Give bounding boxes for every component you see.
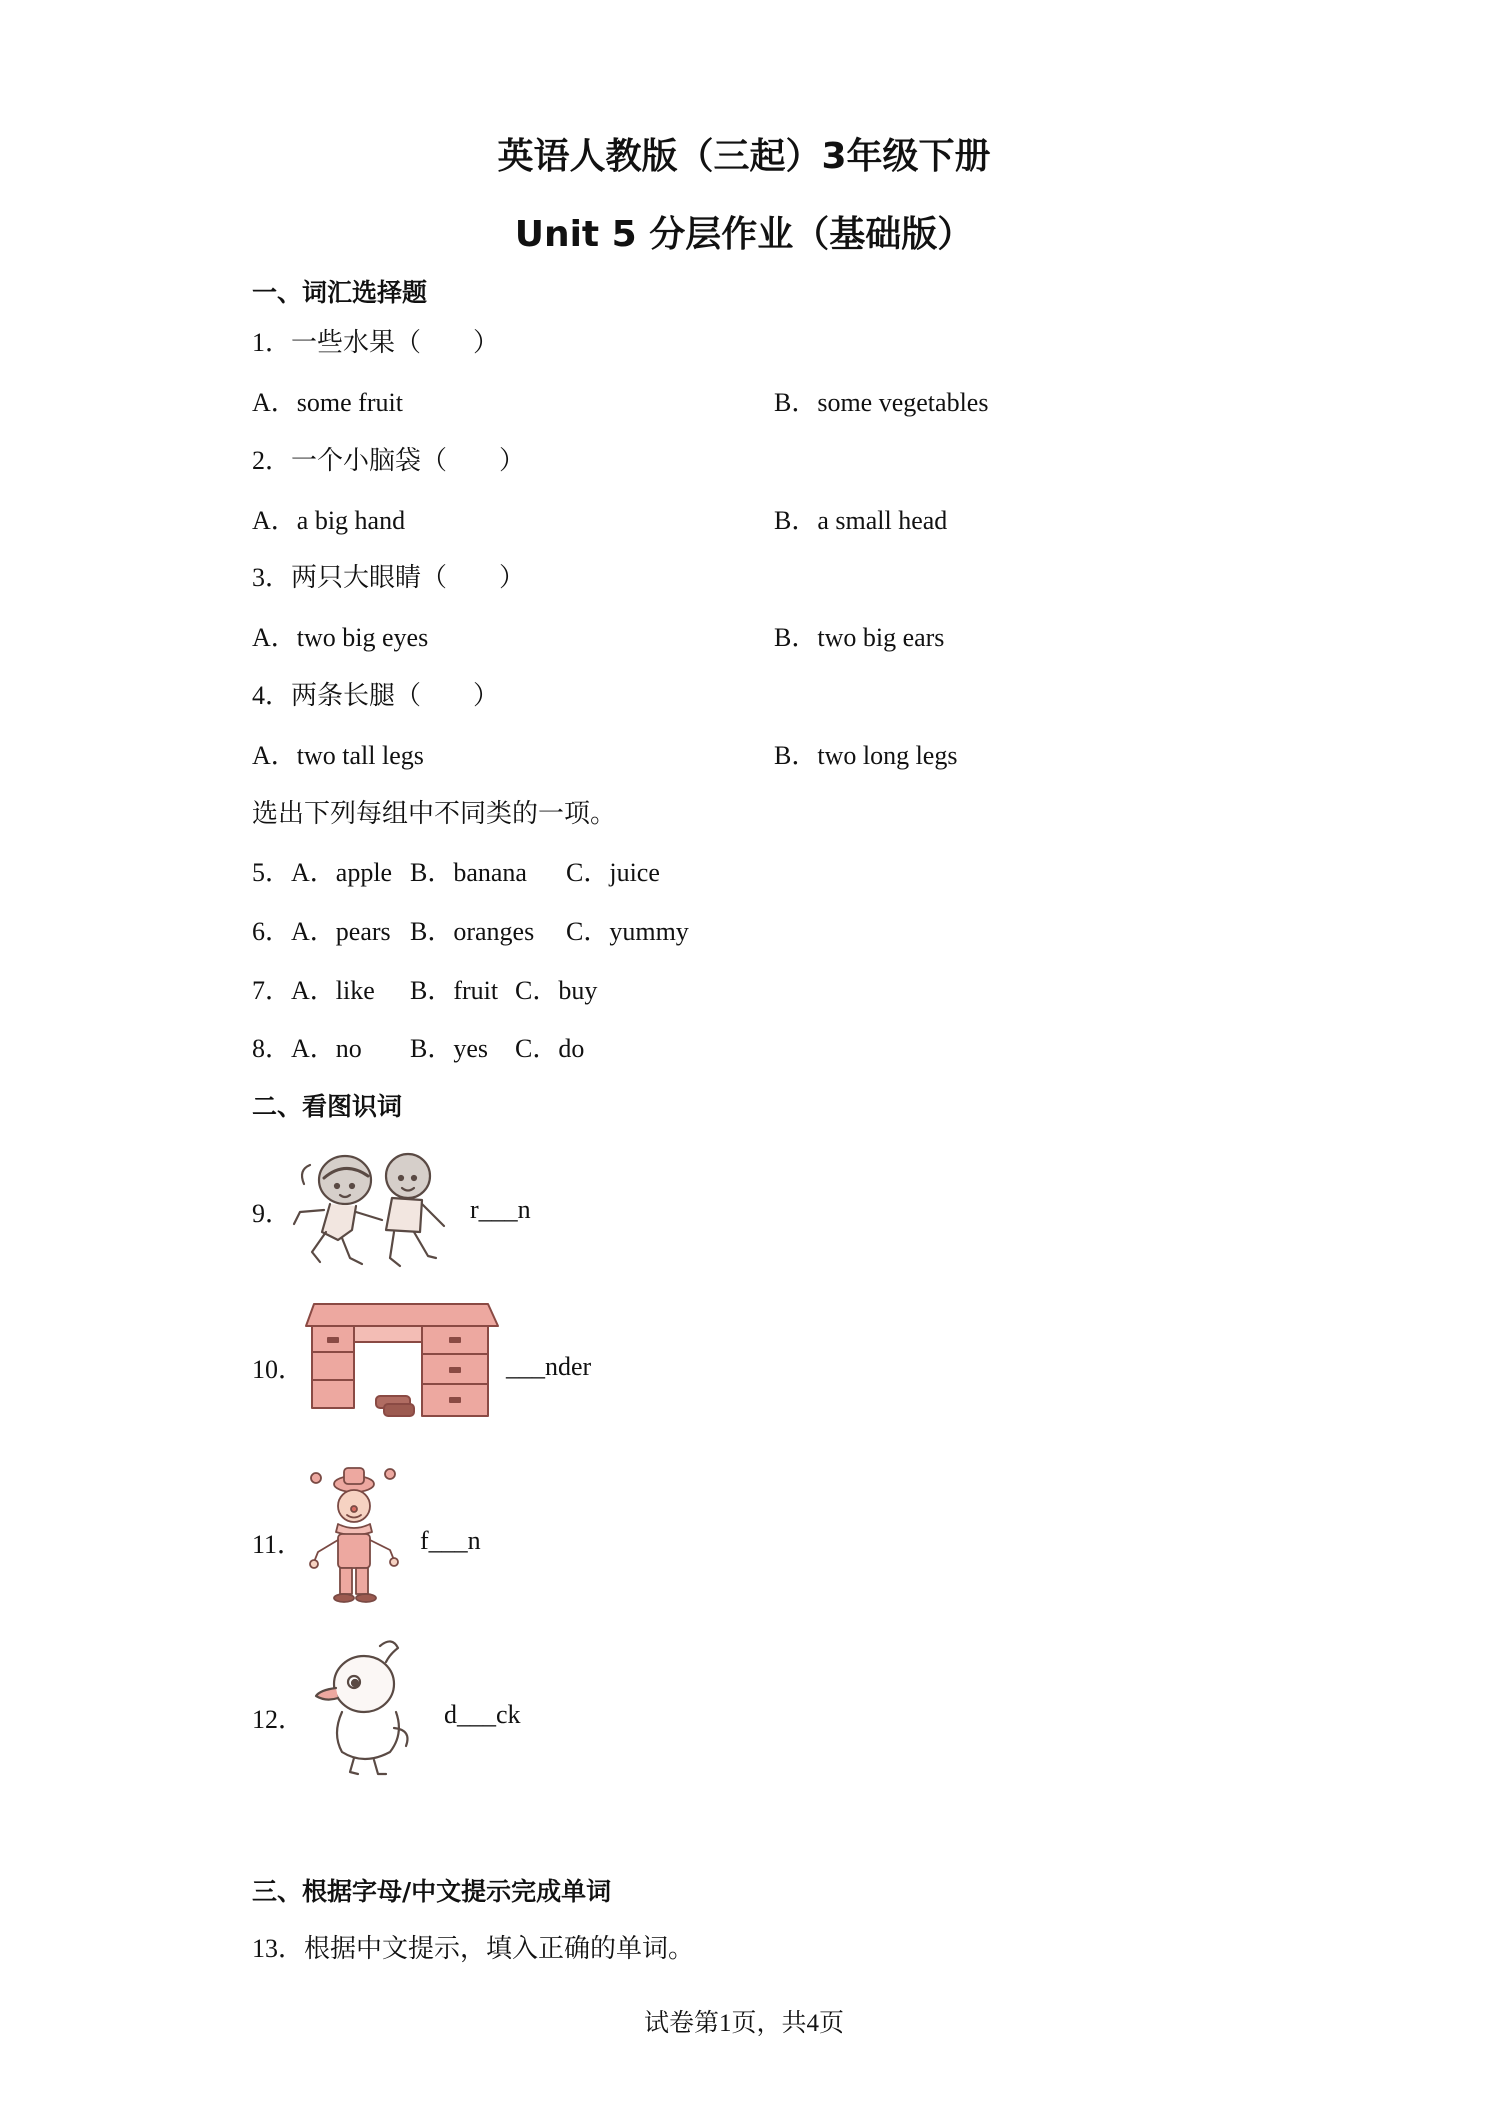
- option-b[interactable]: B．a small head: [774, 506, 948, 535]
- section-heading-picture-words: 二、看图识词: [252, 1092, 403, 1121]
- question-number: 12．: [252, 1705, 305, 1734]
- option-a[interactable]: A．pears: [291, 917, 391, 946]
- question-stem: 1．一些水果（ ）: [252, 328, 500, 357]
- option-a[interactable]: A．like: [291, 976, 375, 1005]
- word-blank[interactable]: f___n: [420, 1526, 481, 1555]
- option-b[interactable]: B．yes: [410, 1034, 489, 1063]
- question-number: 7．: [252, 976, 292, 1005]
- page-title: 英语人教版（三起）3年级下册: [497, 136, 991, 177]
- option-c[interactable]: C．yummy: [566, 917, 689, 946]
- option-c[interactable]: C．juice: [566, 858, 660, 887]
- option-a[interactable]: A．no: [291, 1034, 362, 1063]
- word-blank[interactable]: r___n: [470, 1195, 531, 1224]
- desk-picture: [302, 1292, 502, 1432]
- option-c[interactable]: C．do: [515, 1034, 585, 1063]
- page-footer: 试卷第1页，共4页: [643, 2010, 844, 2037]
- duckling-picture: [302, 1634, 428, 1784]
- section-heading-vocab-choice: 一、词汇选择题: [252, 278, 428, 307]
- question-stem: 4．两条长腿（ ）: [252, 681, 500, 710]
- option-b[interactable]: B．two big ears: [774, 623, 945, 652]
- option-b[interactable]: B．two long legs: [774, 741, 958, 770]
- word-blank[interactable]: ___nder: [506, 1352, 592, 1381]
- option-a[interactable]: A．apple: [291, 858, 393, 887]
- page-subtitle: Unit 5 分层作业（基础版）: [514, 214, 974, 255]
- section-heading-complete-words: 三、根据字母/中文提示完成单词: [252, 1877, 612, 1906]
- question-number: 11．: [252, 1530, 304, 1559]
- option-b[interactable]: B．fruit: [410, 976, 499, 1005]
- clown-picture: [302, 1462, 408, 1612]
- option-c[interactable]: C．buy: [515, 976, 598, 1005]
- option-a[interactable]: A．two big eyes: [252, 623, 429, 652]
- question-number: 5．: [252, 858, 292, 887]
- question-number: 8．: [252, 1034, 292, 1063]
- question-number: 9．: [252, 1199, 292, 1228]
- question-stem: 3．两只大眼睛（ ）: [252, 563, 526, 592]
- question-stem: 13．根据中文提示，填入正确的单词。: [252, 1934, 695, 1963]
- option-a[interactable]: A．some fruit: [252, 388, 403, 417]
- option-b[interactable]: B．oranges: [410, 917, 535, 946]
- question-number: 6．: [252, 917, 292, 946]
- odd-one-out-instruction: 选出下列每组中不同类的一项。: [252, 799, 617, 828]
- question-number: 10．: [252, 1355, 305, 1384]
- option-a[interactable]: A．a big hand: [252, 506, 406, 535]
- question-stem: 2．一个小脑袋（ ）: [252, 446, 526, 475]
- children-running-picture: [290, 1140, 460, 1275]
- word-blank[interactable]: d___ck: [444, 1700, 521, 1729]
- option-a[interactable]: A．two tall legs: [252, 741, 424, 770]
- option-b[interactable]: B．some vegetables: [774, 388, 989, 417]
- option-b[interactable]: B．banana: [410, 858, 527, 887]
